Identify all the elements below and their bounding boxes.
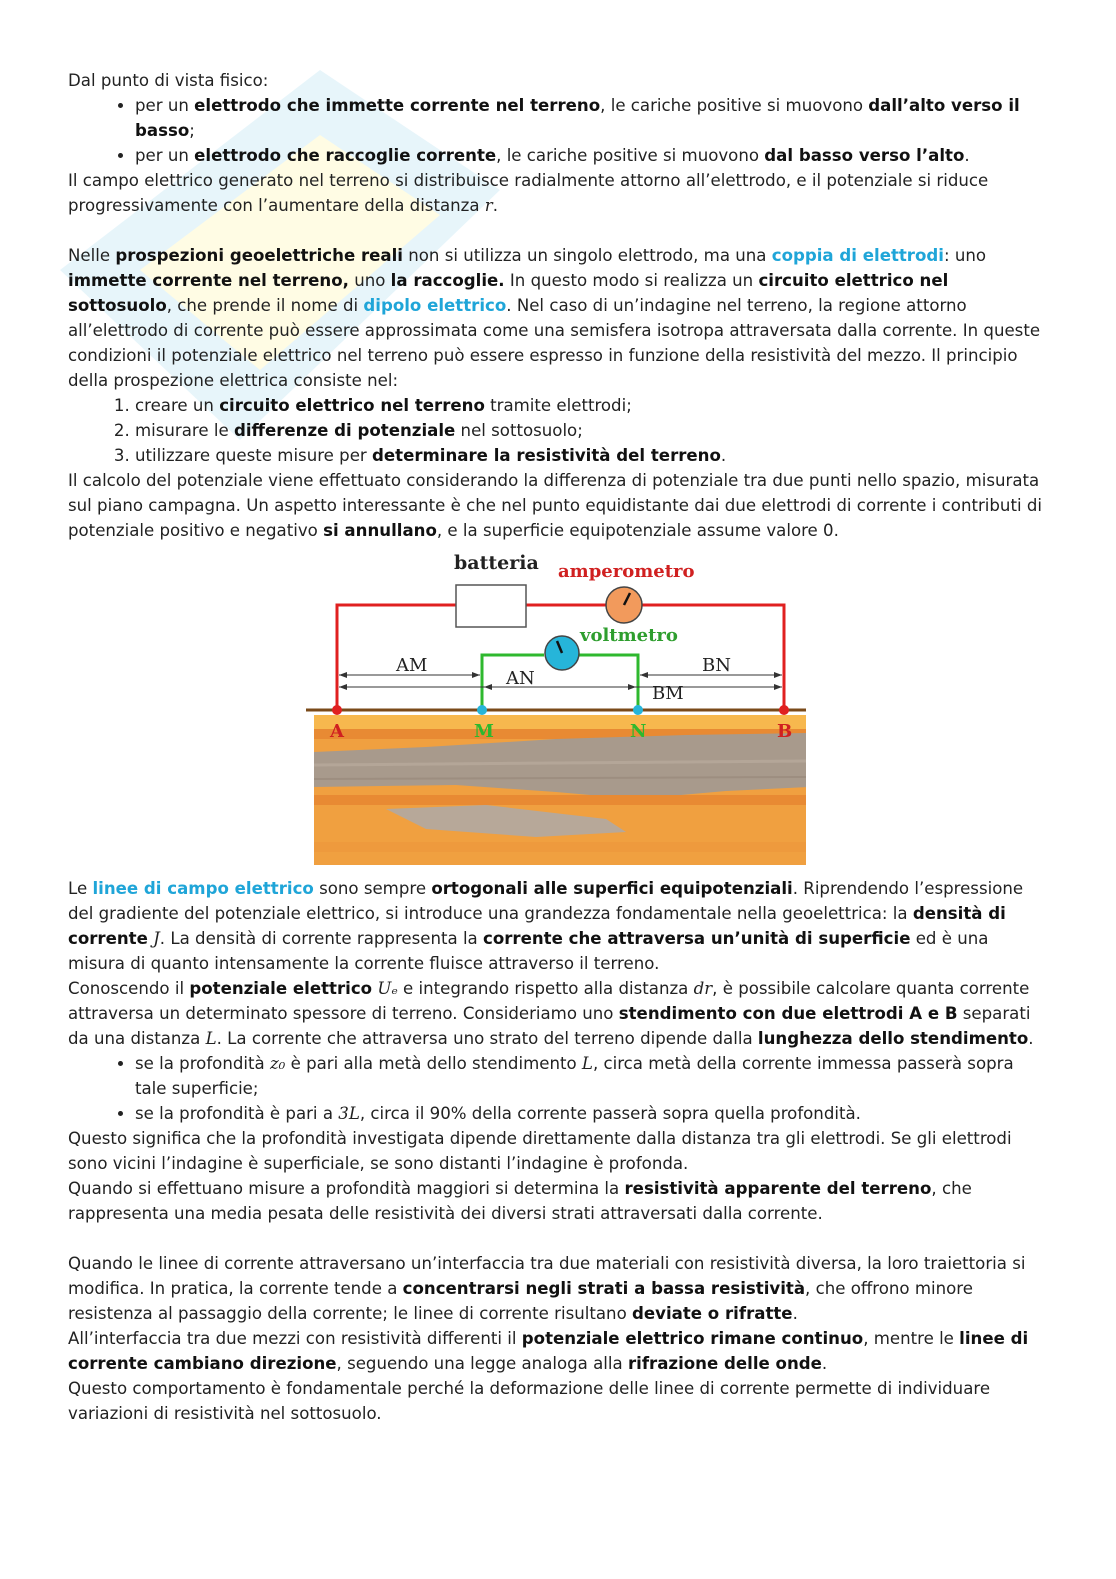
document-page bbox=[68, 68, 1048, 1426]
label-bn: BN bbox=[702, 655, 731, 676]
electrode-m bbox=[477, 705, 487, 715]
paragraph-current-density: Le linee di campo elettrico sono sempre ortogonali alle superfici equipotenziali. Riprendendo l’espressione del gradiente del potenziale elettrico, si introduce una grandezza fondamentale nella geoelettrica: la densità di corrente J. La densità di corrente rappresenta la corrente che attraversa un’unità di superficie ed è una misura di quanto intensamente la corrente fluisce attraverso il terreno. bbox=[68, 879, 1024, 973]
list-item: 3. utilizzare queste misure per determinare la resistività del terreno. bbox=[135, 443, 1048, 468]
electrode-a bbox=[332, 705, 342, 715]
paragraph-potential-calculation: Il calcolo del potenziale viene effettuato considerando la differenza di potenziale tra due punti nello spazio, misurata sul piano campagna. Un aspetto interessante è che nel punto equidistante dai due elettrodi di corrente i contributi di potenziale positivo e negativo si annullano, e la superficie equipotenziale assume valore 0. bbox=[68, 471, 1042, 540]
label-an: AN bbox=[506, 668, 535, 689]
electrode-n bbox=[633, 705, 643, 715]
ammeter-label: amperometro bbox=[558, 561, 695, 582]
list-item: 2. misurare le differenze di potenziale nel sottosuolo; bbox=[135, 418, 1048, 443]
label-bm: BM bbox=[652, 683, 684, 704]
list-item: • se la profondità z₀ è pari alla metà dello stendimento L, circa metà della corrente immessa passerà sopra tale superficie; bbox=[135, 1051, 1048, 1101]
electrode-label-m: M bbox=[474, 721, 494, 742]
battery-box bbox=[456, 585, 526, 627]
battery-label: batteria bbox=[454, 552, 539, 574]
list-prospecting-steps bbox=[68, 393, 1048, 468]
electrode-label-a: A bbox=[330, 721, 344, 742]
list-charge-direction bbox=[68, 93, 1048, 168]
voltmeter-label: voltmetro bbox=[580, 625, 678, 646]
electrode-diagram bbox=[306, 547, 806, 872]
label-am: AM bbox=[396, 655, 428, 676]
paragraph-geoelectric-prospecting: Nelle prospezioni geoelettriche reali non si utilizza un singolo elettrodo, ma una coppia di elettrodi: uno immette corrente nel terreno, uno la raccoglie. In questo modo si realizza un circuito elettrico nel sottosuolo, che prende il nome di dipolo elettrico. Nel caso di un’indagine nel terreno, la regione attorno all’elettrodo di corrente può essere approssimata come una semisfera isotropa attraversata dalla corrente. In queste condizioni il potenziale elettrico nel terreno può essere espresso in funzione della resistività del mezzo. Il principio della prospezione elettrica consiste nel: bbox=[68, 246, 1041, 390]
electrode-b bbox=[779, 705, 789, 715]
circuit-svg bbox=[306, 547, 806, 872]
paragraph-radial-field: Il campo elettrico generato nel terreno si distribuisce radialmente attorno all’elettrodo, e il potenziale si riduce progressivamente con l’aumentare della distanza r. bbox=[68, 171, 989, 215]
paragraph-interface: All’interfaccia tra due mezzi con resistività differenti il potenziale elettrico rimane continuo, mentre le linee di corrente cambiano direzione, seguendo una legge analoga alla rifrazione delle onde. bbox=[68, 1329, 1029, 1373]
electrode-label-n: N bbox=[630, 721, 647, 742]
list-item: • per un elettrodo che raccoglie corrente, le cariche positive si muovono dal basso verso l’alto. bbox=[135, 143, 1048, 168]
electrode-label-b: B bbox=[777, 721, 793, 742]
list-depth-rules bbox=[68, 1051, 1048, 1126]
paragraph-conclusion: Questo comportamento è fondamentale perché la deformazione delle linee di corrente permette di individuare variazioni di resistività nel sottosuolo. bbox=[68, 1379, 991, 1423]
paragraph-investigation-depth: Questo significa che la profondità investigata dipende direttamente dalla distanza tra gli elettrodi. Se gli elettrodi sono vicini l’indagine è superficiale, se sono distanti l’indagine è profonda. bbox=[68, 1129, 1012, 1173]
list-item: 1. creare un circuito elettrico nel terreno tramite elettrodi; bbox=[135, 393, 1048, 418]
paragraph-apparent-resistivity: Quando si effettuano misure a profondità maggiori si determina la resistività apparente del terreno, che rappresenta una media pesata delle resistività dei diversi strati attraversati dalla corrente. bbox=[68, 1179, 972, 1223]
paragraph-refraction: Quando le linee di corrente attraversano un’interfaccia tra due materiali con resistività diversa, la loro traiettoria si modifica. In pratica, la corrente tende a concentrarsi negli strati a bassa resistività, che offrono minore resistenza al passaggio della corrente; le linee di corrente risultano deviate o rifratte. bbox=[68, 1254, 1026, 1323]
list-item: • se la profondità è pari a 3L, circa il 90% della corrente passerà sopra quella profondità. bbox=[135, 1101, 1048, 1126]
paragraph-physical-intro: Dal punto di vista fisico: bbox=[68, 71, 269, 90]
list-item: • per un elettrodo che immette corrente nel terreno, le cariche positive si muovono dall’alto verso il basso; bbox=[135, 93, 1048, 143]
paragraph-spread-length: Conoscendo il potenziale elettrico Uₑ e integrando rispetto alla distanza dr, è possibile calcolare quanta corrente attraversa un determinato spessore di terreno. Consideriamo uno stendimento con due elettrodi A e B separati da una distanza L. La corrente che attraversa uno strato del terreno dipende dalla lunghezza dello stendimento. bbox=[68, 979, 1034, 1048]
